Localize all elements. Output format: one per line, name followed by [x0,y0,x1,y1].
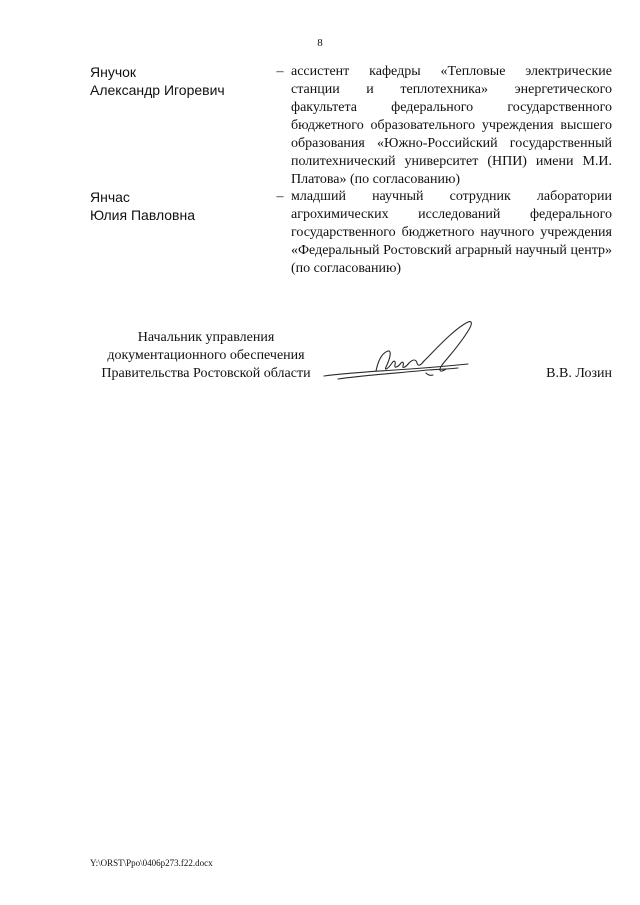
signatory-title-line: Правительства Ростовской области [101,366,311,381]
signatory-name: В.В. Лозин [546,366,612,381]
signatory-title-line: документационного обеспечения [107,348,305,363]
member-name [90,188,270,224]
signature-block [88,329,612,399]
signatory-title [88,329,324,383]
member-given-names: Александр Игоревич [90,82,225,98]
dash-separator: – [276,64,284,79]
member-entry [90,188,612,278]
dash-separator: – [276,189,284,204]
member-position: младший научный сотрудник лаборатории агрохимических исследований федерального государственного бюджетного научного учреждения «Федеральный Ростовский аграрный научный центр» (по согласованию) [291,189,612,276]
member-given-names: Юлия Павловна [90,207,196,223]
member-surname: Янучок [90,64,137,80]
member-name [90,63,270,99]
member-entry [90,63,612,187]
member-position: ассистент кафедры «Тепловые электрические станции и теплотехника» энергетического факультета федерального государственного бюджетного образовательного учреждения высшего образования «Южно-Российский государственный политехнический университет (НПИ) имени М.И. Платова» (по согласованию) [291,64,612,187]
member-surname: Янчас [90,189,130,205]
handwritten-signature [318,319,498,389]
file-path: Y:\ORST\Ppo\0406p273.f22.docx [90,858,213,868]
page-number: 8 [317,37,323,49]
signatory-title-line: Начальник управления [137,330,275,345]
